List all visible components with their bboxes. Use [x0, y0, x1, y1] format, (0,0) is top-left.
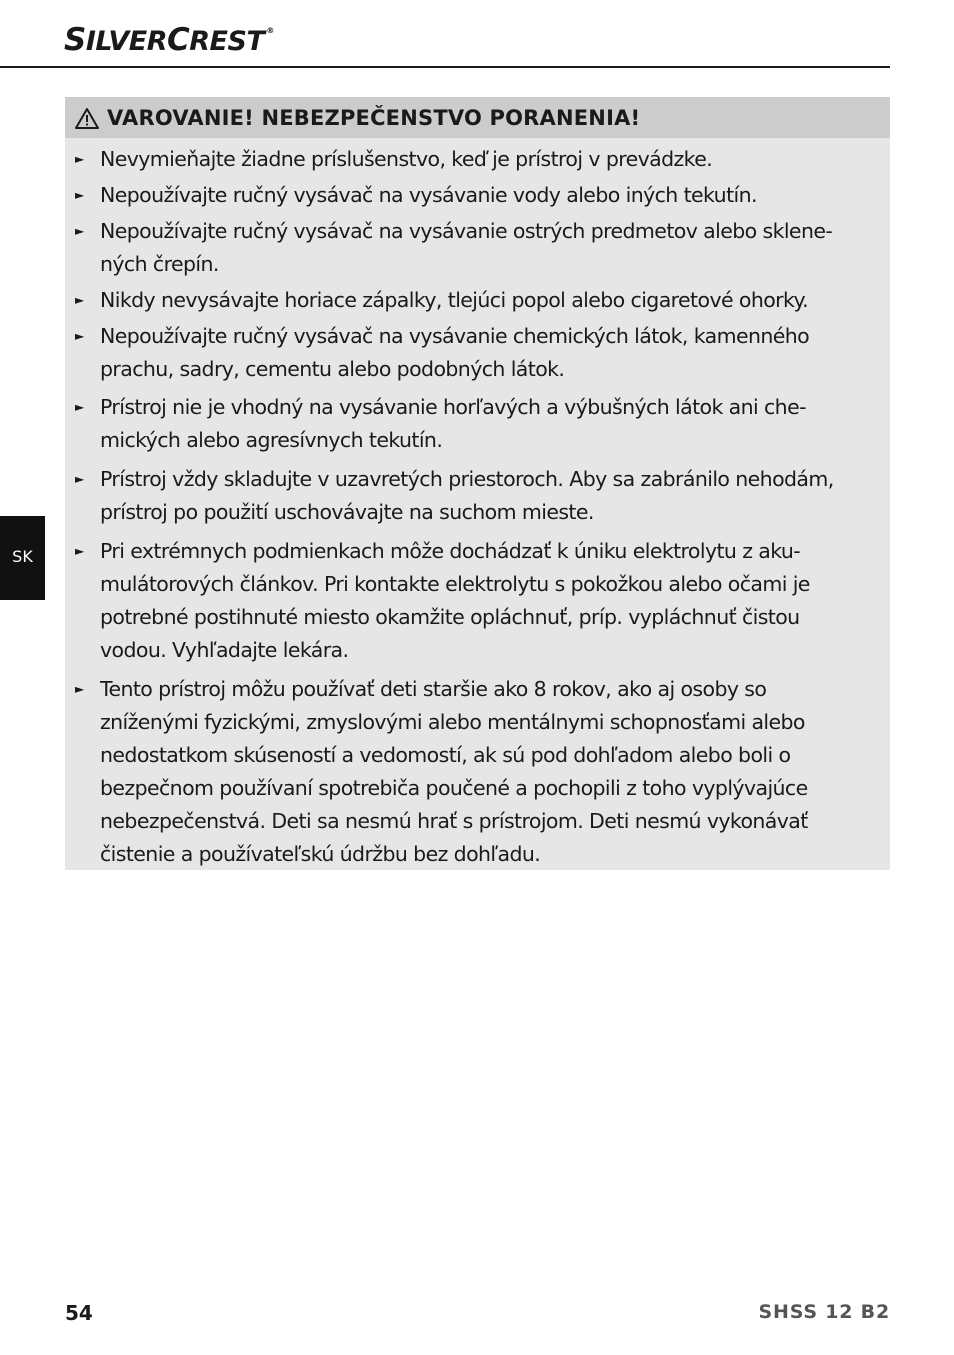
bullet-arrow-icon: ►: [75, 152, 85, 166]
header-divider: [0, 66, 890, 68]
list-item-text: Pri extrémnych podmienkach môže dochádzať k úniku elektrolytu z aku- mulátorových článkov. Pri kontakte elektrolytu s pokožkou alebo očami je potrebné postihnuté miesto okamžite opláchnuť, príp. vypláchnuť čistou vodou. Vyhľadajte lekára.: [100, 539, 810, 662]
bullet-arrow-icon: ►: [75, 329, 85, 343]
list-item-text: Nepoužívajte ručný vysávač na vysávanie chemických látok, kamenného prachu, sadry, cementu alebo podobných látok.: [100, 324, 810, 381]
language-tab-label: SK: [12, 547, 33, 566]
bullet-arrow-icon: ►: [75, 293, 85, 307]
brand-logo: SILVERCREST ®: [64, 22, 274, 58]
list-item-text: Prístroj vždy skladujte v uzavretých priestoroch. Aby sa zabránilo nehodám, prístroj po použití uschovávajte na suchom mieste.: [100, 467, 834, 524]
page-number: 54: [65, 1301, 93, 1325]
language-tab: [0, 516, 45, 600]
bullet-arrow-icon: ►: [75, 224, 85, 238]
list-item-text: Nikdy nevysávajte horiace zápalky, tlejúci popol alebo cigaretové ohorky.: [100, 288, 809, 312]
list-item-text: Nepoužívajte ručný vysávač na vysávanie ostrých predmetov alebo sklene- ných črepín.: [100, 219, 833, 276]
registered-mark: ®: [266, 26, 274, 35]
warning-title: VAROVANIE! NEBEZPEČENSTVO PORANENIA!: [107, 106, 641, 130]
warning-header: [65, 97, 890, 138]
bullet-arrow-icon: ►: [75, 188, 85, 202]
list-item-text: Tento prístroj môžu používať deti staršie ako 8 rokov, ako aj osoby so zníženými fyzickými, zmyslovými alebo mentálnymi schopnosťami alebo nedostatkom skúseností a vedomostí, ak sú pod dohľadom alebo boli o bezpečnom používaní spotrebiča poučené a pochopili z toho vyplývajúce nebezpečenstvá. Deti sa nesmú hrať s prístrojom. Deti nesmú vykonávať čistenie a používateľskú údržbu bez dohľadu.: [100, 677, 808, 866]
bullet-arrow-icon: ►: [75, 544, 85, 558]
list-item-text: Nepoužívajte ručný vysávač na vysávanie vody alebo iných tekutín.: [100, 183, 757, 207]
bullet-arrow-icon: ►: [75, 472, 85, 486]
list-item-text: Nevymieňajte žiadne príslušenstvo, keď je prístroj v prevádzke.: [100, 147, 713, 171]
bullet-arrow-icon: ►: [75, 400, 85, 414]
warning-box: [65, 97, 890, 870]
model-code: SHSS 12 B2: [758, 1301, 890, 1323]
warning-triangle-icon: [75, 107, 99, 129]
list-item-text: Prístroj nie je vhodný na vysávanie horľavých a výbušných látok ani che- mických alebo agresívnych tekutín.: [100, 395, 806, 452]
bullet-arrow-icon: ►: [75, 682, 85, 696]
